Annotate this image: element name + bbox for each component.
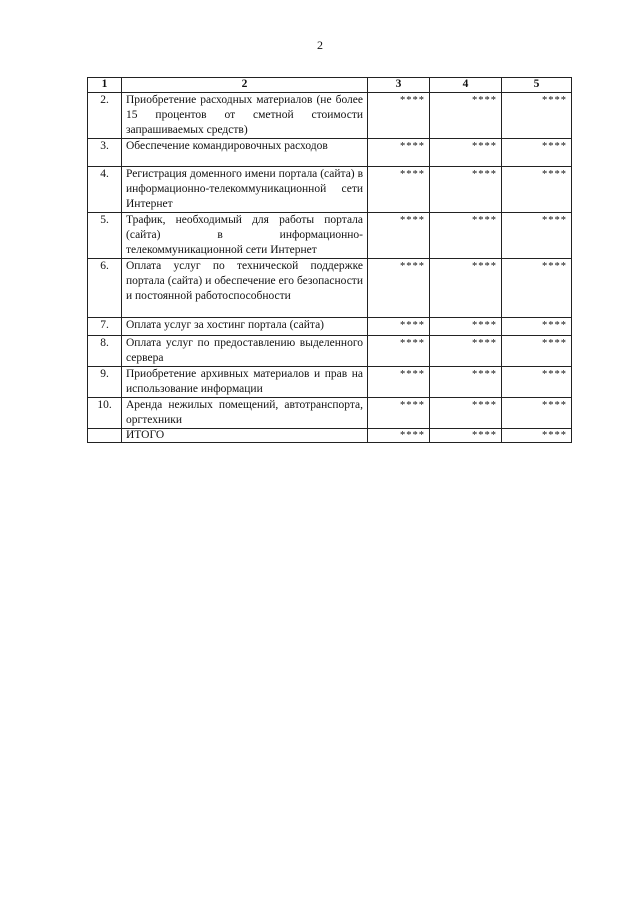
row-col-4: **** [430, 259, 502, 318]
row-name: Обеспечение командировочных расходов [122, 139, 368, 167]
row-number: 8. [88, 336, 122, 367]
row-col-5: **** [502, 139, 572, 167]
header-col-3: 3 [368, 78, 430, 93]
row-number: 3. [88, 139, 122, 167]
row-col-4: **** [430, 93, 502, 139]
total-col-3: **** [368, 429, 430, 443]
table-row [88, 213, 572, 259]
row-col-3: **** [368, 259, 430, 318]
total-col-4: **** [430, 429, 502, 443]
row-number: 4. [88, 167, 122, 213]
expense-table [87, 77, 572, 443]
table-header [88, 78, 572, 93]
total-col-5: **** [502, 429, 572, 443]
row-col-4: **** [430, 213, 502, 259]
total-row [88, 429, 572, 443]
row-col-4: **** [430, 367, 502, 398]
row-col-3: **** [368, 318, 430, 336]
row-name: Приобретение расходных материалов (не более 15 процентов от сметной стоимости запрашиваемых средств) [122, 93, 368, 139]
header-col-4: 4 [430, 78, 502, 93]
table-row [88, 367, 572, 398]
table-row [88, 167, 572, 213]
row-col-4: **** [430, 398, 502, 429]
row-col-3: **** [368, 93, 430, 139]
row-name: Регистрация доменного имени портала (сайта) в информационно-телекоммуникационной сети Интернет [122, 167, 368, 213]
row-number: 7. [88, 318, 122, 336]
table-row [88, 398, 572, 429]
total-label: ИТОГО [122, 429, 368, 443]
row-name: Трафик, необходимый для работы портала (сайта) в информационно-телекоммуникационной сети Интернет [122, 213, 368, 259]
row-col-5: **** [502, 398, 572, 429]
row-col-4: **** [430, 167, 502, 213]
row-col-3: **** [368, 336, 430, 367]
table-row [88, 93, 572, 139]
total-number-cell [88, 429, 122, 443]
row-col-4: **** [430, 139, 502, 167]
page-number: 2 [317, 38, 323, 52]
row-col-5: **** [502, 336, 572, 367]
table-row [88, 259, 572, 318]
row-name: Аренда нежилых помещений, автотранспорта, оргтехники [122, 398, 368, 429]
row-number: 10. [88, 398, 122, 429]
row-number: 6. [88, 259, 122, 318]
row-name: Оплата услуг по предоставлению выделенного сервера [122, 336, 368, 367]
header-col-2: 2 [122, 78, 368, 93]
row-col-5: **** [502, 93, 572, 139]
row-name: Приобретение архивных материалов и прав на использование информации [122, 367, 368, 398]
row-number: 5. [88, 213, 122, 259]
row-name: Оплата услуг по технической поддержке портала (сайта) и обеспечение его безопасности и постоянной работоспособности [122, 259, 368, 318]
row-col-3: **** [368, 398, 430, 429]
table-row [88, 318, 572, 336]
table-row [88, 336, 572, 367]
row-col-5: **** [502, 367, 572, 398]
row-number: 9. [88, 367, 122, 398]
row-col-5: **** [502, 259, 572, 318]
row-name: Оплата услуг за хостинг портала (сайта) [122, 318, 368, 336]
row-col-4: **** [430, 336, 502, 367]
row-col-4: **** [430, 318, 502, 336]
row-col-3: **** [368, 167, 430, 213]
table-body [88, 93, 572, 443]
row-col-3: **** [368, 139, 430, 167]
header-col-5: 5 [502, 78, 572, 93]
row-number: 2. [88, 93, 122, 139]
row-col-5: **** [502, 167, 572, 213]
row-col-5: **** [502, 213, 572, 259]
header-row [88, 78, 572, 93]
row-col-3: **** [368, 213, 430, 259]
table-row [88, 139, 572, 167]
header-col-1: 1 [88, 78, 122, 93]
row-col-3: **** [368, 367, 430, 398]
row-col-5: **** [502, 318, 572, 336]
